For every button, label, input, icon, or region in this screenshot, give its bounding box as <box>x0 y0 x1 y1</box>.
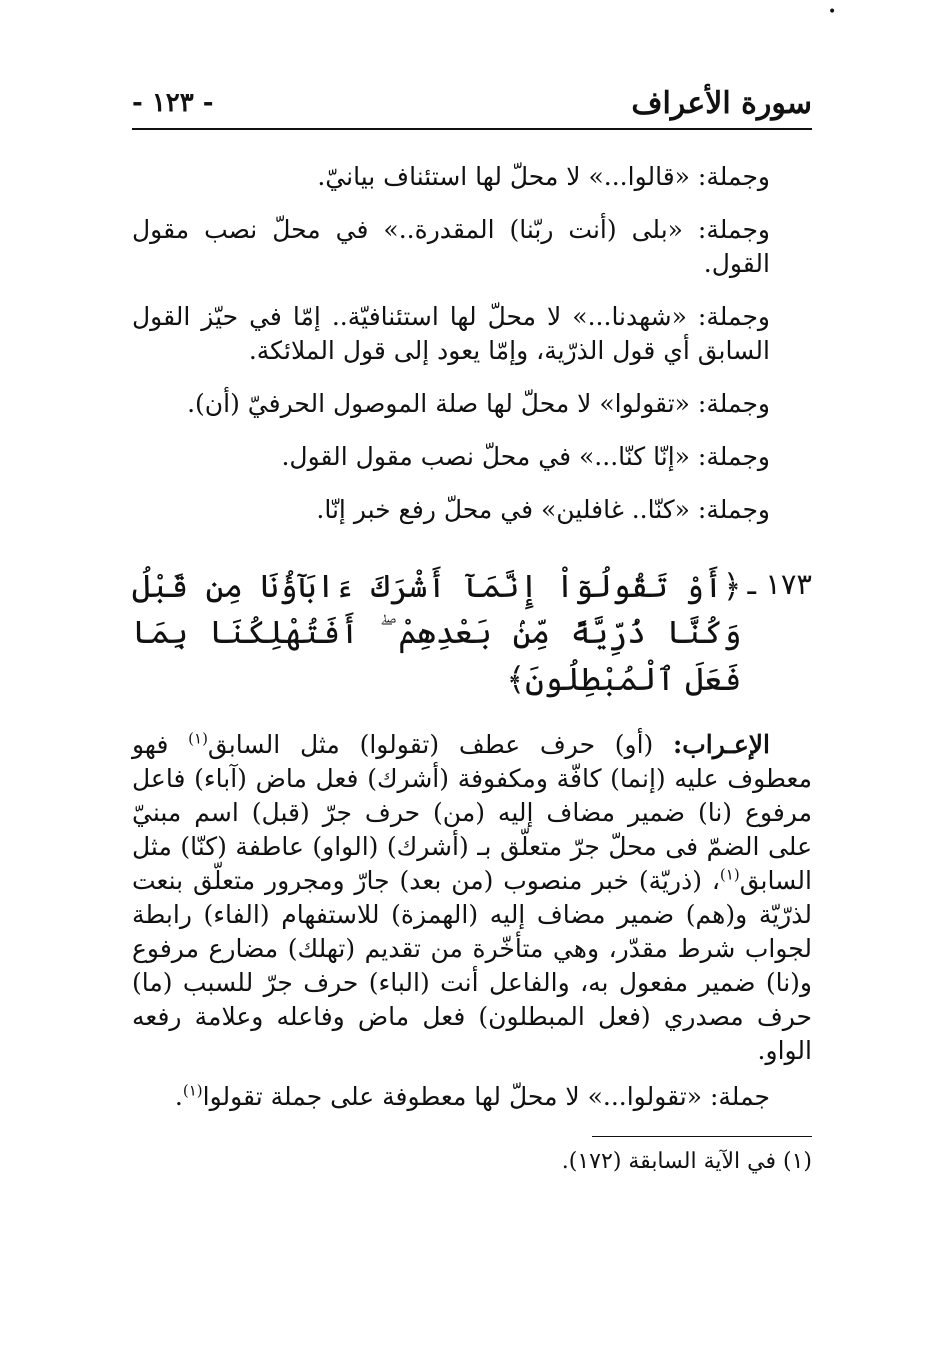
footnote: (١) في الآية السابقة (١٧٢). <box>561 1149 812 1175</box>
footnote-divider <box>592 1136 812 1137</box>
footnote-marker: (١) <box>188 729 208 748</box>
main-content <box>132 160 812 1174</box>
irab-text: فهو معطوف عليه (إنما) كافّة ومكفوفة (أشرك) فعل ماض (آباء) فاعل مرفوع (نا) ضمير مضاف إليه (من) حرف جرّ (قبل) اسم مبنيّ على الضمّ فى محلّ جرّ متعلّق بـ (أشرك) (الواو) عاطفة (كنّا) مثل السابق <box>132 730 812 896</box>
jumla-line: وجملة: «قالوا...» لا محلّ لها استئناف بيانيّ. <box>317 162 770 191</box>
irab-label: الإعـراب: <box>673 730 770 760</box>
jumla-line: وجملة: «إنّا كنّا...» في محلّ نصب مقول القول. <box>281 442 770 471</box>
closing-end: . <box>174 1082 183 1112</box>
jumla-line: وجملة: «تقولوا» لا محلّ لها صلة الموصول الحرفيّ (أن). <box>187 389 770 418</box>
page-header <box>132 78 812 130</box>
irab-text: (أو) حرف عطف (تقولوا) مثل السابق <box>207 730 654 760</box>
verse-number: ١٧٣ ـ <box>747 567 812 601</box>
jumla-line: وجملة: «شهدنا...» لا محلّ لها استئنافيّة.. إمّا في حيّز القول السابق أي قول الذرّية، وإمّا يعود إلى قول الملائكة. <box>132 302 770 365</box>
page-number: - ١٢٣ - <box>132 88 214 118</box>
jumla-line: وجملة: «كنّا.. غافلين» في محلّ رفع خبر إنّا. <box>316 495 770 524</box>
jumla-line: وجملة: «بلى (أنت ربّنا) المقدرة..» في محلّ نصب مقول القول. <box>132 215 770 278</box>
verse-text: ﴿أَوْ تَقُولُوٓاْ إِنَّمَآ أَشْرَكَ ءَابَآؤُنَا مِن قَبْلُ وَكُنَّا ذُرِّيَّةً مِّنۢ بَعْدِهِمْ ۖ أَفَتُهْلِكُنَا بِمَا فَعَلَ ٱلْمُبْطِلُونَ﴾ <box>132 567 742 698</box>
closing-jumla <box>132 1080 812 1114</box>
irab-text: ، (ذريّة) خبر منصوب (من بعد) جارّ ومجرور متعلّق بنعت لذرّيّة و(هم) ضمير مضاف إليه (الهمزة) للاستفهام (الفاء) رابطة لجواب شرط مقدّر، وهي متأخّرة من تقديم (تهلك) مضارع مرفوع و(نا) ضمير مفعول به، والفاعل أنت (الباء) حرف جرّ للسبب (ما) حرف مصدري (فعل المبطلون) فعل ماض وفاعله وعلامة رفعه الواو. <box>132 866 812 1066</box>
quran-verse <box>132 563 812 702</box>
surah-title: سورة الأعراف <box>631 85 812 121</box>
closing-text: جملة: «تقولوا...» لا محلّ لها معطوفة على جملة تقولوا <box>202 1082 770 1112</box>
irab-paragraph <box>132 728 812 1068</box>
footnote-marker: (١) <box>719 865 740 884</box>
top-mark: • <box>828 4 837 20</box>
footnote-marker: (١) <box>182 1081 203 1100</box>
